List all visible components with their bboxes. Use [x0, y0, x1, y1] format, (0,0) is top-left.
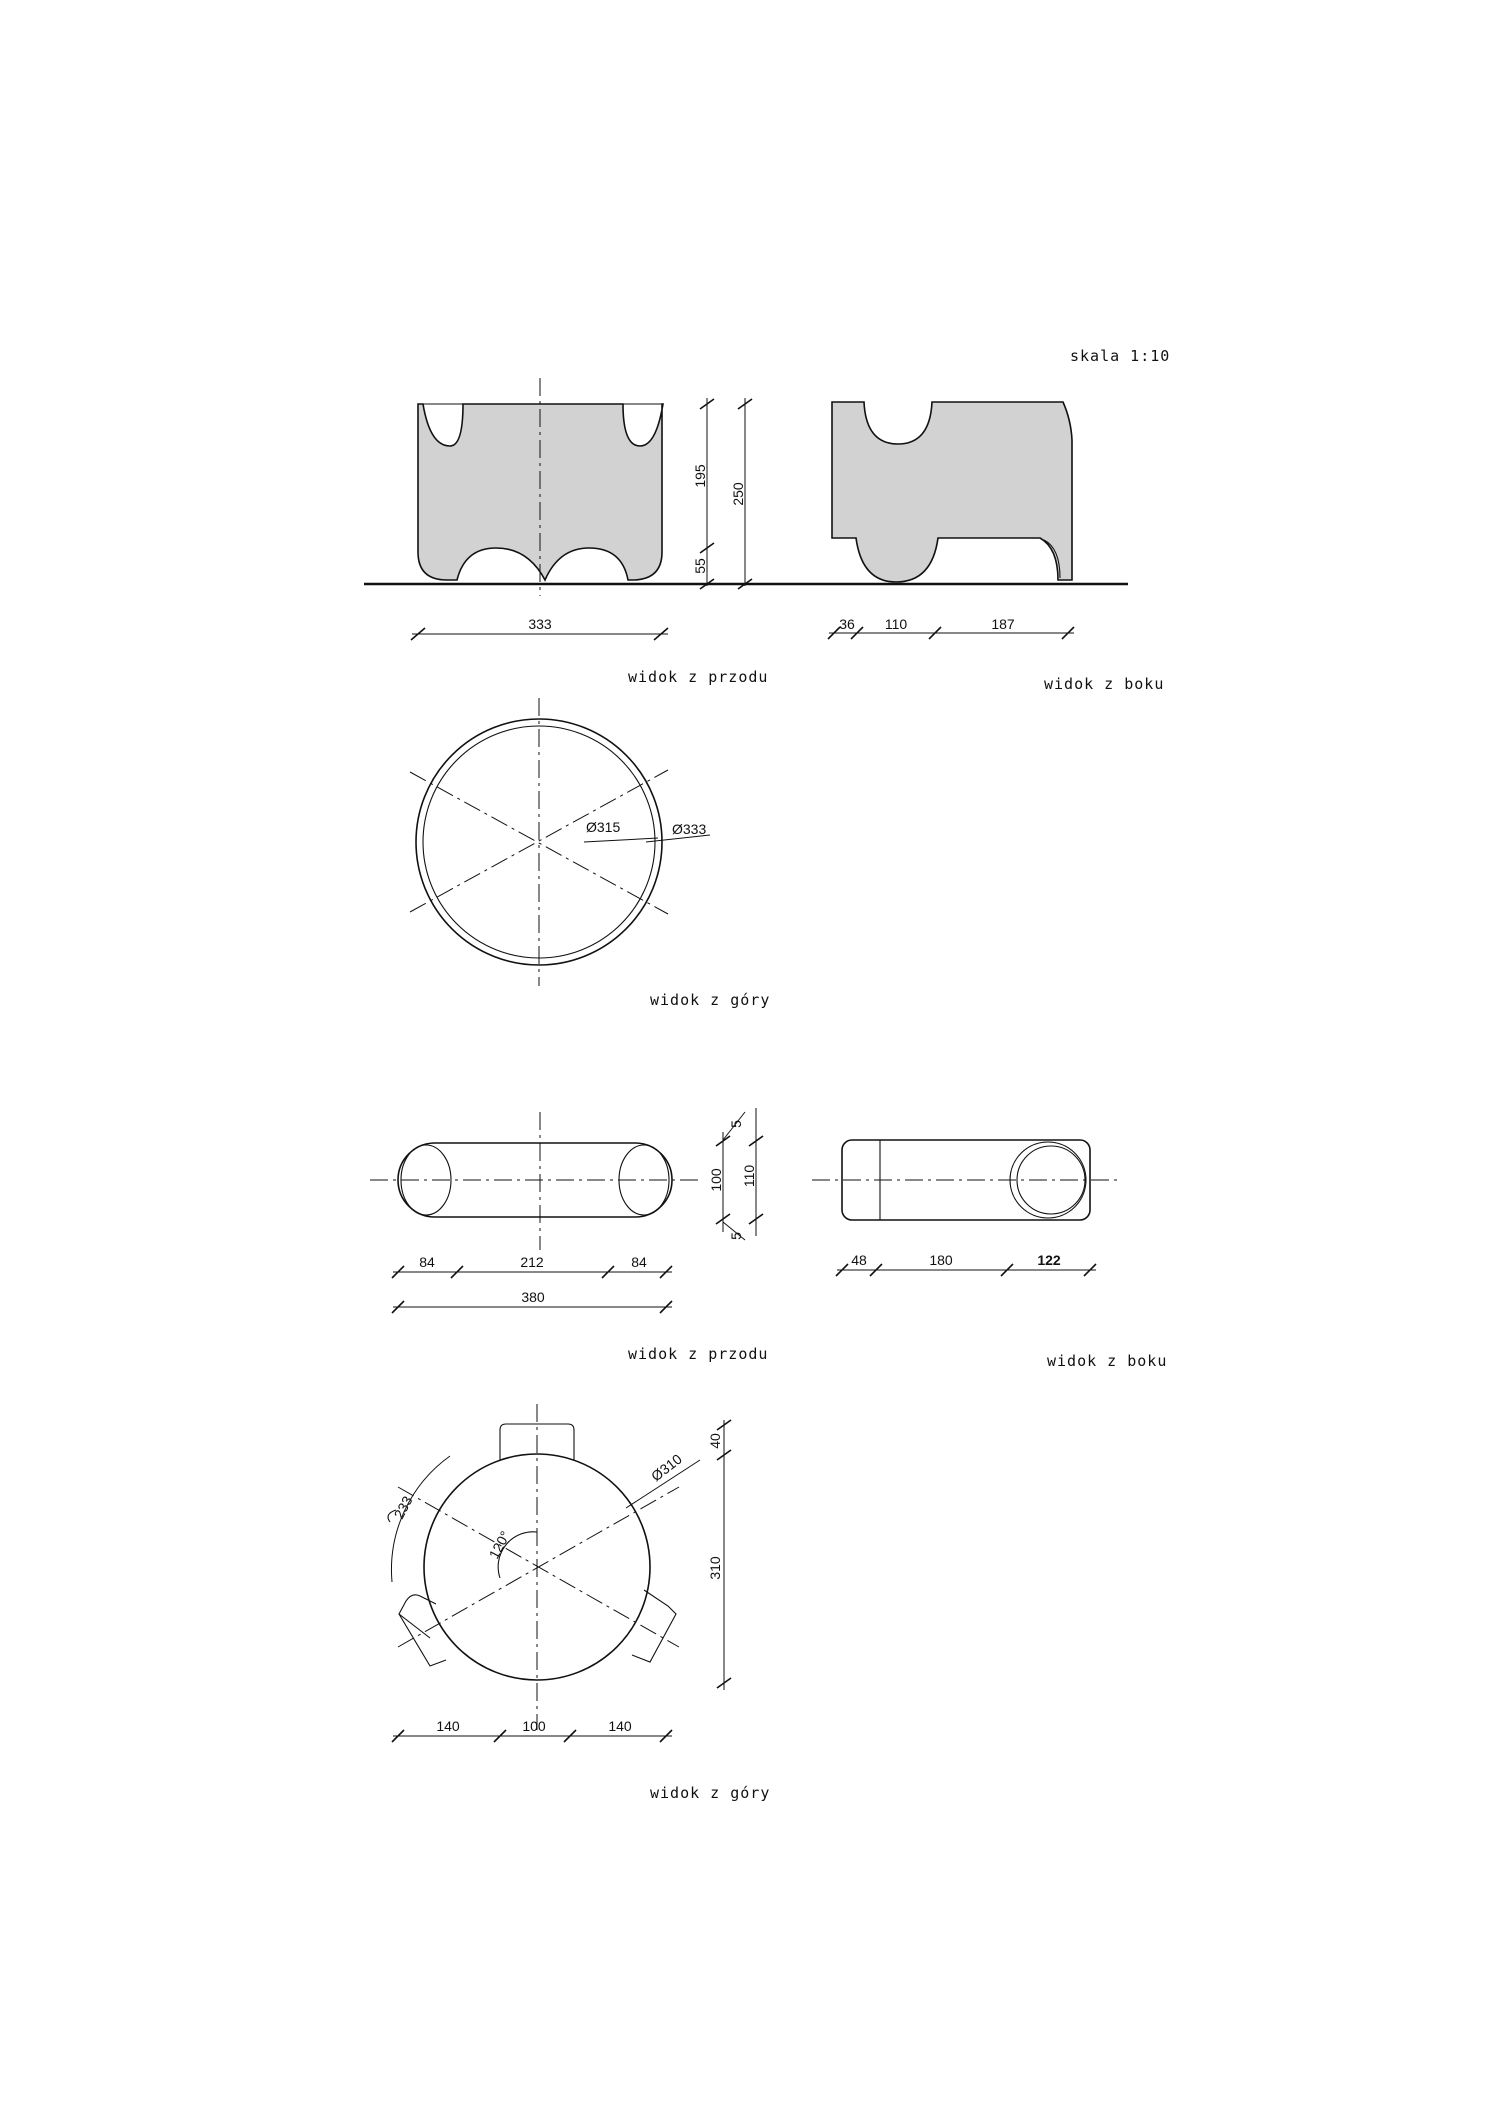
scale-label: skala 1:10 — [1070, 347, 1171, 365]
seat-front-caption: widok z przodu — [628, 668, 769, 686]
dim-table-top-gap: 5 — [728, 1120, 744, 1128]
dim-table-bottom-gap: 5 — [728, 1232, 744, 1240]
dim-seat-height-total: 250 — [730, 482, 746, 506]
dim-seat-side-b: 110 — [884, 616, 908, 632]
seat-side-view — [828, 402, 1164, 693]
dim-seat-side-a: 36 — [839, 616, 855, 632]
dim-table-total: 380 — [521, 1289, 545, 1305]
seat-side-body — [832, 402, 1072, 582]
dim-table-middle: 212 — [520, 1254, 544, 1270]
dim-table-side-b: 180 — [929, 1252, 953, 1268]
table-side-caption: widok z boku — [1047, 1352, 1168, 1370]
dim-table-height-total: 110 — [741, 1164, 757, 1188]
seat-top-view — [410, 698, 770, 1009]
dim-seat-side-c: 187 — [991, 616, 1015, 632]
table-front-view — [370, 1108, 768, 1363]
dim-table-top-right: 140 — [608, 1718, 632, 1734]
table-side-view — [812, 1140, 1167, 1370]
dim-table-diameter: Ø310 — [647, 1450, 685, 1485]
table-top-view — [388, 1404, 770, 1802]
dim-table-arc: 233 — [390, 1493, 416, 1522]
table-leg-right — [632, 1590, 676, 1662]
dim-table-leg: 40 — [707, 1433, 723, 1449]
dim-table-left: 84 — [419, 1254, 435, 1270]
dim-table-angle: 120° — [485, 1528, 514, 1562]
seat-front-body — [418, 404, 663, 580]
seat-top-caption: widok z góry — [650, 991, 771, 1009]
seat-side-caption: widok z boku — [1044, 675, 1165, 693]
dim-seat-outer-diameter: Ø333 — [672, 821, 707, 837]
dim-seat-inner-diameter: Ø315 — [586, 819, 621, 835]
dim-seat-height-lower: 55 — [692, 558, 708, 574]
dim-table-right: 84 — [631, 1254, 647, 1270]
dim-table-top-middle: 100 — [522, 1718, 546, 1734]
dim-table-side-c: 122 — [1037, 1252, 1061, 1268]
dim-table-height-inner: 100 — [708, 1168, 724, 1192]
dim-seat-width: 333 — [528, 616, 552, 632]
dim-table-top-left: 140 — [436, 1718, 460, 1734]
dim-table-height: 310 — [707, 1556, 723, 1580]
dim-table-side-a: 48 — [851, 1252, 867, 1268]
table-top-caption: widok z góry — [650, 1784, 771, 1802]
table-front-caption: widok z przodu — [628, 1345, 769, 1363]
dim-seat-height-upper: 195 — [692, 464, 708, 488]
